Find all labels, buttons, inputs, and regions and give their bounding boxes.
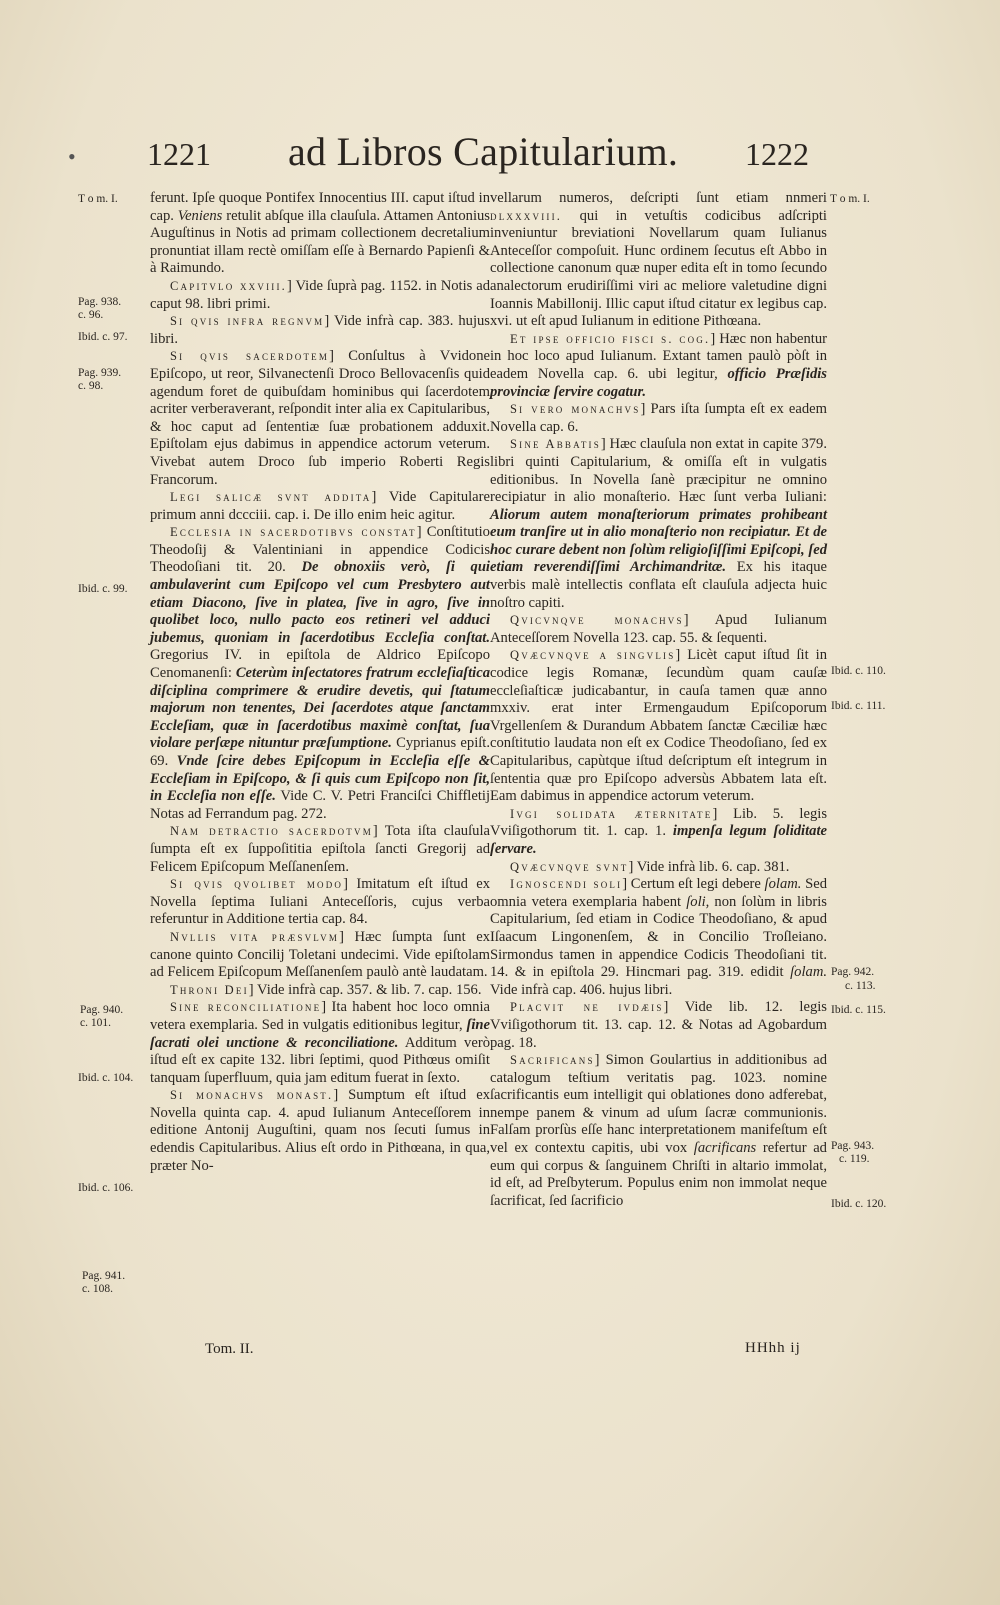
margin-note: Ibid. c. 115. bbox=[831, 1004, 886, 1016]
margin-note: Pag. 943. bbox=[831, 1140, 875, 1152]
paragraph: vellarum numeros, deſcripti ſunt etiam nnmeri dlxxxviii. qui in vetuſtis codicibus adſcripti inveniuntur breviationi Novellarum quam Iulianus Anteceſſor compoſuit. Hunc ordinem ſecutus eſt Abbo in collectione canonum quæ nuper edita eſt in tomo ſecundo analectorum erudiriſſimi viri ac meliore valetudine digni Ioannis Mabillonij. Illic caput iſtud citatur ex legibus cap. xvi. ut eſt apud Iulianum in editione Pithœana. bbox=[490, 190, 827, 330]
paragraph: Et ipse officio fisci s. cog.] Hæc non habentur in hoc loco apud Iulianum. Extant tamen paulò pòſt in eadem Novella cap. 6. ubi legitur, officio Præſidis provinciæ ſervire cogatur. bbox=[490, 330, 827, 400]
paragraph: Nvllis vita præsvlvm] Hæc ſumpta ſunt ex canone quinto Concilij Toletani undecimi. Vide epiſtolam ad Felicem Epiſcopum Meſſanenſem paulò antè laudatam. bbox=[150, 928, 490, 981]
paragraph: Legi salicæ svnt addita] Vide Capitulare primum anni dccciii. cap. i. De illo enim heic agitur. bbox=[150, 489, 490, 523]
margin-note: Ibid. c. 99. bbox=[78, 583, 128, 595]
margin-note: Ibid. c. 120. bbox=[831, 1198, 887, 1210]
paragraph: Qvæcvnqve svnt] Vide infrà lib. 6. cap. 381. bbox=[510, 858, 790, 875]
paragraph: Sine Abbatis] Hæc clauſula non extat in capite 379. libri quinti Capitularium, & omiſſa eſt in vulgatis editionibus. In Novella ſanè præcipitur ne omnino recipiatur in alio monaſterio. Hæc ſunt verba Iuliani: Aliorum autem monaſteriorum primates prohibeant eum tranſire ut in alio monaſterio non recipiatur. Et de hoc curare debent non ſolùm religioſiſſimi Epiſcopi, ſed etiam reverendiſſimi Archimandritæ. Ex his itaque verbis malè intellectis conflata eſt clauſula adjecta huic noſtro capiti. bbox=[490, 436, 827, 611]
margin-note: c. 108. bbox=[82, 1283, 113, 1295]
margin-note: c. 98. bbox=[78, 380, 104, 392]
paragraph: Si qvis qvolibet modo] Imitatum eſt iſtud ex Novella ſeptima Iuliani Anteceſſoris, cujus verba referuntur in Additione tertia cap. 84. bbox=[150, 876, 490, 928]
margin-note: c. 113. bbox=[845, 980, 876, 992]
left-column bbox=[150, 190, 490, 1175]
left-page-number: 1221 bbox=[147, 136, 211, 172]
right-column bbox=[490, 190, 827, 1210]
margin-note: Pag. 941. bbox=[82, 1270, 126, 1282]
paragraph: Capitvlo xxviii.] Vide ſuprà pag. 1152. in Notis ad caput 98. libri primi. bbox=[150, 277, 490, 312]
margin-note: c. 119. bbox=[839, 1153, 870, 1165]
paragraph: Sine reconciliatione] Ita habent hoc loco omnia vetera exemplaria. Sed in vulgatis editionibus legitur, ſine ſacrati olei unctione & reconciliatione. Additum verò iſtud eſt ex capite 132. libri ſeptimi, quod Pithœus omiſit tanquam ſuperfluum, quia jam editum fuerat in ſexto. bbox=[150, 999, 490, 1086]
margin-note: Ibid. c. 97. bbox=[78, 331, 128, 343]
margin-note: Pag. 942. bbox=[831, 966, 875, 978]
margin-note: c. 101. bbox=[80, 1017, 111, 1029]
ink-dot: • bbox=[68, 144, 76, 169]
paragraph: Throni Dei] Vide infrà cap. 357. & lib. 7. cap. 156. bbox=[170, 981, 482, 998]
margin-note: Ibid. c. 111. bbox=[831, 700, 886, 712]
paragraph: Ecclesia in sacerdotibvs constat] Conſtitutio Theodoſij & Valentiniani in appendice Codicis Theodoſiani tit. 20. De obnoxiis verò, ſi qui ambulaverint cum Epiſcopo vel cum Presbytero aut etiam Diacono, ſive in platea, ſive in agro, ſive in quolibet loco, nullo pacto eos retineri vel adduci jubemus, quoniam in ſacerdotibus Eccleſia conſtat. Gregorius IV. in epiſtola de Aldrico Epiſcopo Cenomanenſi: Ceterùm inſectatores fratrum eccleſiaſtica diſciplina comprimere & erudire devetis, qui ſtatum majorum non tenentes, Dei ſacerdotes atque ſanctam Eccleſiam, quæ in ſacerdotibus maximè conſtat, ſua violare perſæpe nituntur præſumptione. Cyprianus epiſt. 69. Vnde ſcire debes Epiſcopum in Eccleſia eſſe & Eccleſiam in Epiſcopo, & ſi quis cum Epiſcopo non ſit, in Eccleſia non eſſe. Vide C. V. Petri Franciſci Chiffletij Notas ad Ferrandum pag. 272. bbox=[150, 524, 491, 822]
paragraph: Si vero monachvs] Pars iſta ſumpta eſt ex eadem Novella cap. 6. bbox=[490, 401, 827, 435]
paragraph: Si qvis sacerdotem] Conſultus à Vvidone Epiſcopo, ut reor, Silvanectenſi Droco Bellovacenſis quid agendum foret de quibuſdam hominibus qui ſacerdotem acriter verberaverant, reſpondit inter alia ex Capitularibus, & hoc caput ad ſententiæ ſuæ probationem adduxit. Epiſtolam ejus dabimus in appendice actorum veterum. Vivebat autem Droco ſub imperio Roberti Regis Francorum. bbox=[150, 348, 490, 488]
catchword: Tom. II. bbox=[205, 1341, 254, 1357]
paragraph: Placvit ne ivdæis] Vide lib. 12. legis Vviſigothorum tit. 13. cap. 12. & Notas ad Agobardum pag. 18. bbox=[490, 999, 827, 1051]
paragraph: Ivgi solidata æternitate] Lib. 5. legis Vviſigothorum tit. 1. cap. 1. impenſa legum ſoliditate ſervare. bbox=[490, 805, 827, 857]
right-page-number: 1222 bbox=[745, 136, 809, 172]
paragraph: Qvicvnqve monachvs] Apud Iulianum Anteceſſorem Novella 123. cap. 55. & ſequenti. bbox=[490, 612, 827, 646]
margin-note: Ibid. c. 104. bbox=[78, 1072, 134, 1084]
paragraph: ferunt. Ipſe quoque Pontifex Innocentius III. caput iſtud in cap. Veniens retulit abſque illa clauſula. Attamen Antonius Auguſtinus in Notis ad primam collectionem decretalium pronuntiat illam rectè omiſſam eſſe à Bernardo Papienſi & à Raimundo. bbox=[150, 190, 490, 277]
margin-note: Pag. 938. bbox=[78, 296, 122, 308]
margin-note: c. 96. bbox=[78, 309, 104, 321]
paragraph: Si monachvs monast.] Sumptum eſt iſtud ex Novella quinta cap. 4. apud Iulianum Anteceſſorem in editione Antonij Auguſtini, quam nos ſecuti ſumus in edendis Capitularibus. Alius eſt ordo in Pithœana, in qua, præter No- bbox=[150, 1087, 490, 1174]
margin-note: Ibid. c. 106. bbox=[78, 1182, 134, 1194]
paragraph: Ignoscendi soli] Certum eſt legi debere ſolam. Sed omnia vetera exemplaria habent ſoli, non ſolùm in libris Capitularium, ſed etiam in Codice Theodoſiano, & apud Iſaacum Lingonenſem, & in Concilio Troſleiano. Sirmondus tamen in appendice Codicis Theodoſiani tit. 14. & in epiſtola 29. Hincmari pag. 319. edidit ſolam. Vide infrà cap. 406. hujus libri. bbox=[490, 876, 828, 998]
paragraph: Sacrificans] Simon Goulartius in additionibus ad catalogum teſtium veritatis pag. 1023. nomine ſacrificantis eum intelligit qui oblationes dono adferebat, nempe panem & vinum ad uſum ſacræ communionis. Falſam prorſùs eſſe hanc interpretationem manifeſtum eſt vel ex contextu capitis, ubi vox ſacrificans refertur ad eum qui corpus & ſanguinem Chriſti in altario immolat, id eſt, ad Preſbyterum. Populus enim non immolat neque ſacrificat, ſed ſacrificio bbox=[490, 1052, 827, 1209]
margin-note: T o m. I. bbox=[830, 193, 870, 205]
paragraph: Nam detractio sacerdotvm] Tota iſta clauſula ſumpta eſt ex ſuppoſititia epiſtola ſancti Gregorij ad Felicem Epiſcopum Meſſanenſem. bbox=[150, 823, 490, 875]
running-title: ad Libros Capitularium. bbox=[288, 129, 679, 174]
margin-note: Ibid. c. 110. bbox=[831, 665, 886, 677]
page-header bbox=[0, 128, 1000, 188]
margin-note: Pag. 940. bbox=[80, 1004, 124, 1016]
paragraph: Si qvis infra regnvm] Vide infrà cap. 383. hujus libri. bbox=[150, 313, 490, 347]
paragraph: Qvæcvnqve a singvlis] Licèt caput iſtud ſit in codice legis Romanæ, ſecundùm quam cauſæ eccleſiaſticæ judicabantur, in cauſa tamen quæ anno mxxiv. erat inter Ermengaudum Epiſcoporum Vrgellenſem & Durandum Abbatem ſanctæ Cæciliæ hæc conſtitutio laudata non eſt ex Codice Theodoſiano, ſed ex Capitularibus, capùtque iſtud deſcriptum eſt integrum in ſententia quæ pro Epiſcopo adversùs Abbatem lata eſt. Eam dabimus in appendice actorum veterum. bbox=[490, 647, 827, 805]
margin-note: T o m. I. bbox=[78, 193, 118, 205]
signature-mark: HHhh ij bbox=[745, 1340, 801, 1356]
margin-note: Pag. 939. bbox=[78, 367, 122, 379]
